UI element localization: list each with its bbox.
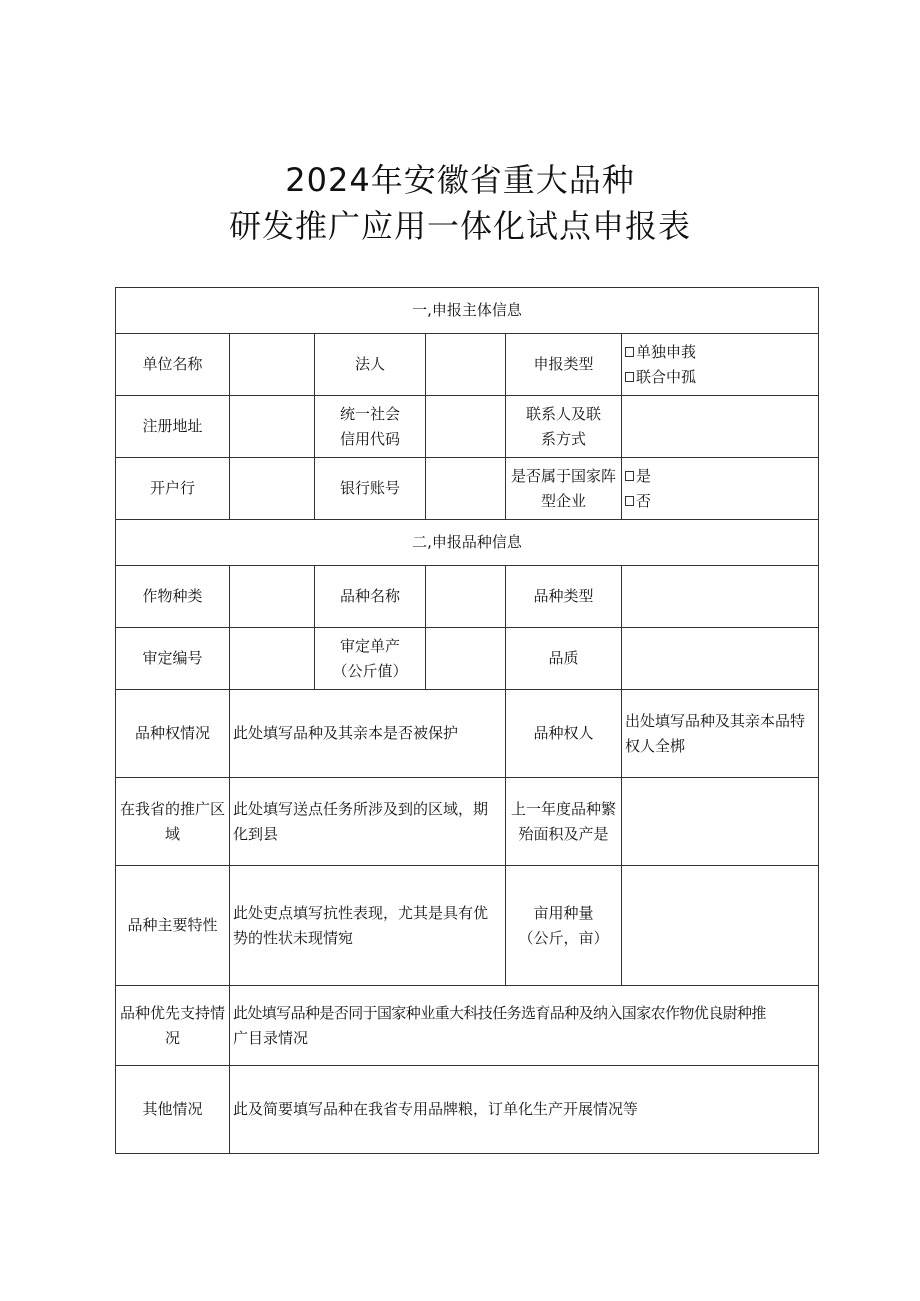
address-label: 注册地址 xyxy=(116,396,230,458)
priority-support-label-line-1: 品种优先支持情 xyxy=(119,1003,225,1022)
contact-label-line-2: 系方式 xyxy=(540,429,586,448)
last-year-area-label-line-1: 上一年度品种繁 xyxy=(510,799,616,818)
approval-yield-label xyxy=(315,628,426,690)
checkbox-icon[interactable] xyxy=(625,471,634,481)
national-team-options xyxy=(622,458,819,520)
apply-type-option-single[interactable] xyxy=(625,340,815,365)
quality-label: 品质 xyxy=(506,628,622,690)
checkbox-icon[interactable] xyxy=(625,496,634,506)
legal-person-label: 法人 xyxy=(315,334,426,396)
priority-support-label-line-2: 况 xyxy=(164,1028,180,1047)
variety-name-label: 品种名称 xyxy=(315,566,426,628)
national-team-option-no[interactable] xyxy=(625,489,815,514)
approval-yield-label-line-2: （公斤值） xyxy=(332,661,408,680)
rights-holder-text-line-2: 权人全梆 xyxy=(625,736,686,755)
apply-type-option-single-label: 单独申莪 xyxy=(636,342,697,361)
legal-person-field[interactable] xyxy=(426,334,506,396)
approval-no-label: 审定编号 xyxy=(116,628,230,690)
contact-field[interactable] xyxy=(622,396,819,458)
national-team-option-yes[interactable] xyxy=(625,464,815,489)
apply-type-option-joint-label: 联合中孤 xyxy=(636,367,697,386)
main-traits-label: 品种主要特性 xyxy=(116,866,230,986)
unit-name-field[interactable] xyxy=(230,334,315,396)
form-title-line-1: 2024年安徽省重大品种 xyxy=(285,161,635,199)
credit-code-label-line-2: 信用代码 xyxy=(339,429,400,448)
account-field[interactable] xyxy=(426,458,506,520)
variety-type-field[interactable] xyxy=(622,566,819,628)
last-year-area-label xyxy=(506,778,622,866)
rights-status-field[interactable]: 此处填写品种及其亲本是否被保护 xyxy=(230,690,506,778)
crop-type-label: 作物种类 xyxy=(116,566,230,628)
section-1-header: 一,申报主体信息 xyxy=(116,288,819,334)
seed-per-mu-label-line-1: 亩用种量 xyxy=(533,903,594,922)
rights-holder-label: 品种权人 xyxy=(506,690,622,778)
priority-support-label xyxy=(116,986,230,1066)
last-year-area-field[interactable] xyxy=(622,778,819,866)
rights-holder-text-line-1: 出处填写品种及其亲本品特 xyxy=(625,711,806,730)
credit-code-field[interactable] xyxy=(426,396,506,458)
form-title-line-2: 研发推广应用一体化试点申报表 xyxy=(228,207,691,245)
national-team-label-line-2: 型企业 xyxy=(540,491,586,510)
contact-label xyxy=(506,396,622,458)
priority-support-text-line-1: 此处填写品种是否同于国家种业重大科技任务选育品种及纳入国家农作物优良尉种推 xyxy=(233,1003,766,1022)
approval-no-field[interactable] xyxy=(230,628,315,690)
national-team-option-no-label: 否 xyxy=(636,491,652,510)
promo-region-text-line-2: 化到县 xyxy=(233,824,279,843)
account-label: 银行账号 xyxy=(315,458,426,520)
national-team-label xyxy=(506,458,622,520)
crop-type-field[interactable] xyxy=(230,566,315,628)
national-team-option-yes-label: 是 xyxy=(636,466,652,485)
application-form-table xyxy=(115,287,819,1154)
seed-per-mu-label-line-2: （公斤，亩） xyxy=(518,928,609,947)
main-traits-text-line-1: 此处吏点填写抗性表现，尤其是具有优 xyxy=(233,903,489,922)
variety-name-field[interactable] xyxy=(426,566,506,628)
variety-type-label: 品种类型 xyxy=(506,566,622,628)
main-traits-field[interactable] xyxy=(230,866,506,986)
approval-yield-field[interactable] xyxy=(426,628,506,690)
priority-support-text-line-2: 广目录情况 xyxy=(233,1028,309,1047)
rights-holder-field[interactable] xyxy=(622,690,819,778)
national-team-label-line-1: 是否属于国家阵 xyxy=(510,466,616,485)
section-2-header: 二,申报品种信息 xyxy=(116,520,819,566)
credit-code-label-line-1: 统一社会 xyxy=(339,404,400,423)
checkbox-icon[interactable] xyxy=(625,347,634,357)
checkbox-icon[interactable] xyxy=(625,372,634,382)
bank-field[interactable] xyxy=(230,458,315,520)
promo-region-label xyxy=(116,778,230,866)
other-info-field[interactable]: 此及简要填写品种在我省专用品牌粮，订单化生产开展情况等 xyxy=(230,1066,819,1154)
other-info-label: 其他情况 xyxy=(116,1066,230,1154)
credit-code-label xyxy=(315,396,426,458)
address-field[interactable] xyxy=(230,396,315,458)
apply-type-label: 申报类型 xyxy=(506,334,622,396)
bank-label: 开户行 xyxy=(116,458,230,520)
last-year-area-label-line-2: 殆面积及产是 xyxy=(518,824,609,843)
seed-per-mu-field[interactable] xyxy=(622,866,819,986)
priority-support-field[interactable] xyxy=(230,986,819,1066)
promo-region-label-line-1: 在我省的推广区 xyxy=(119,799,225,818)
approval-yield-label-line-1: 审定单产 xyxy=(339,636,400,655)
quality-field[interactable] xyxy=(622,628,819,690)
apply-type-option-joint[interactable] xyxy=(625,365,815,390)
unit-name-label: 单位名称 xyxy=(116,334,230,396)
seed-per-mu-label xyxy=(506,866,622,986)
rights-status-label: 品种权情况 xyxy=(116,690,230,778)
main-traits-text-line-2: 势的性状未现情宛 xyxy=(233,928,354,947)
apply-type-options xyxy=(622,334,819,396)
promo-region-text-line-1: 此处填写送点任务所涉及到的区域，期 xyxy=(233,799,489,818)
contact-label-line-1: 联系人及联 xyxy=(525,404,601,423)
promo-region-label-line-2: 域 xyxy=(164,824,180,843)
promo-region-field[interactable] xyxy=(230,778,506,866)
